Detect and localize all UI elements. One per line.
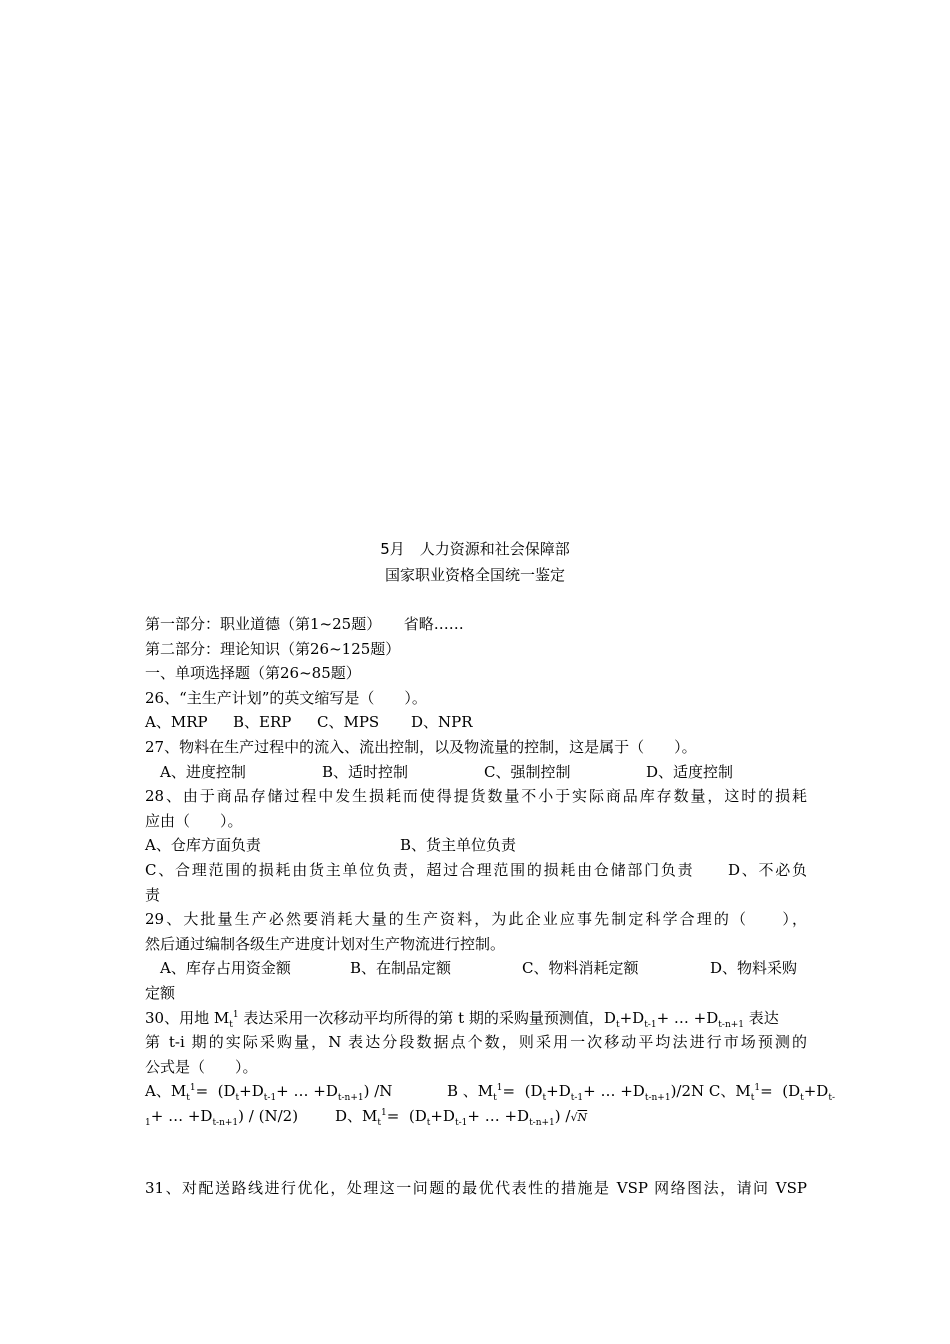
q28-options-ab [145,833,807,858]
q28-stem-line1: 28、由于商品存储过程中发生损耗而使得提货数量不小于实际商品库存数量，这时的损耗 [145,787,807,806]
q27-options [145,760,807,785]
q26-stem: 26、“主生产计划”的英文缩写是（ ）。 [145,688,427,707]
q29-option-a: A、库存占用资金额 [160,959,291,978]
q30-option-d: D、$M_t^1= (D_t+D_{t-1}+$ … $+D_{t-n+1}$) /√N [335,1106,588,1128]
q27-option-c: C、强制控制 [484,762,571,781]
header-line-2: 国家职业资格全国统一鉴定 [384,566,565,584]
q29-stem-line1: 29、大批量生产必然要消耗大量的生产资料，为此企业应事先制定科学合理的（ ）， [145,910,807,929]
q26-option-d: D、NPR [411,713,473,732]
q28-stem-line2: 应由（ ）。 [145,811,243,830]
q30-options-line2 [145,1104,807,1129]
q30-option-c: C、$M_t^1= (D_t+D_{t-}$ [708,1082,836,1104]
q30-options-line1 [145,1079,836,1104]
q30-stem-part-a: 30、用地 M [145,1008,230,1027]
part2-heading: 第二部分：理论知识（第26~125题） [145,639,401,658]
q31-stem: 31、对配送路线进行优化，处理这一问题的最优代表性的措施是 VSP 网络图法，请问 VSP [145,1179,807,1198]
q27-option-d: D、适度控制 [646,762,734,781]
q29-stem-line2: 然后通过编制各级生产进度计划对生产物流进行控制。 [145,934,506,953]
q30-stem-part-c: 表达 [744,1008,779,1027]
exam-content [145,612,836,1201]
q29-option-d-cont: 定额 [145,983,176,1002]
q30-stem-line3: 公式是（ ）。 [145,1057,258,1076]
q28-option-d-cont: 责 [145,885,161,904]
q30-stem-part-b: 表达采用一次移动平均所得的第 t 期的采购量预测值，D [238,1008,616,1027]
q29-option-d: D、物料采购 [710,959,798,978]
sqrt-symbol: √ [570,1110,578,1124]
q26-options [145,710,807,735]
q28-option-a: A、仓库方面负责 [145,836,261,855]
q30-stem-line1: 30、用地 $M_t^1$ 表达采用一次移动平均所得的第 t 期的采购量预测值，$D_t+D_{t-1}+$ … $+D_{t-n+1}$ 表达 [145,1008,779,1030]
sqrt-radicand: N [577,1110,588,1124]
q30-option-a: A、$M_t^1= (D_t+D_{t-1}+$ … $+D_{t-n+1}$) /N [145,1082,393,1104]
q30-option-c-cont: $_1$+ … $+D_{t-n+1}) / (N/2)$ [145,1106,299,1128]
q29-option-b: B、在制品定额 [350,959,452,978]
q26-option-c: C、MPS [317,713,380,732]
part1-heading: 第一部分：职业道德（第1~25题） 省略…… [145,615,464,633]
q26-option-a: A、MRP [145,713,208,732]
header-line-1: 5月 人力资源和社会保障部 [380,540,570,558]
q29-option-c: C、物料消耗定额 [522,959,639,978]
q30-option-b: B 、$M_t^1= (D_t+D_{t-1}+$ … $+D_{t-n+1})/2N$ [447,1082,705,1104]
q27-stem: 27、物料在生产过程中的流入、流出控制，以及物流量的控制，这是属于（ ）。 [145,737,697,756]
q29-options [145,956,807,981]
q30-stem-line2: 第 t-i 期的实际采购量，N 表达分段数据点个数，则采用一次移动平均法进行市场预测的 [145,1033,807,1052]
q27-option-b: B、适时控制 [322,762,409,781]
single-choice-heading: 一、单项选择题（第26~85题） [145,664,361,683]
q26-option-b: B、ERP [233,713,292,732]
q28-option-b: B、货主单位负责 [400,836,517,855]
q28-option-c-d: C、合理范围的损耗由货主单位负责，超过合理范围的损耗由仓储部门负责 D、不必负 [145,860,807,879]
q27-option-a: A、进度控制 [160,762,246,781]
